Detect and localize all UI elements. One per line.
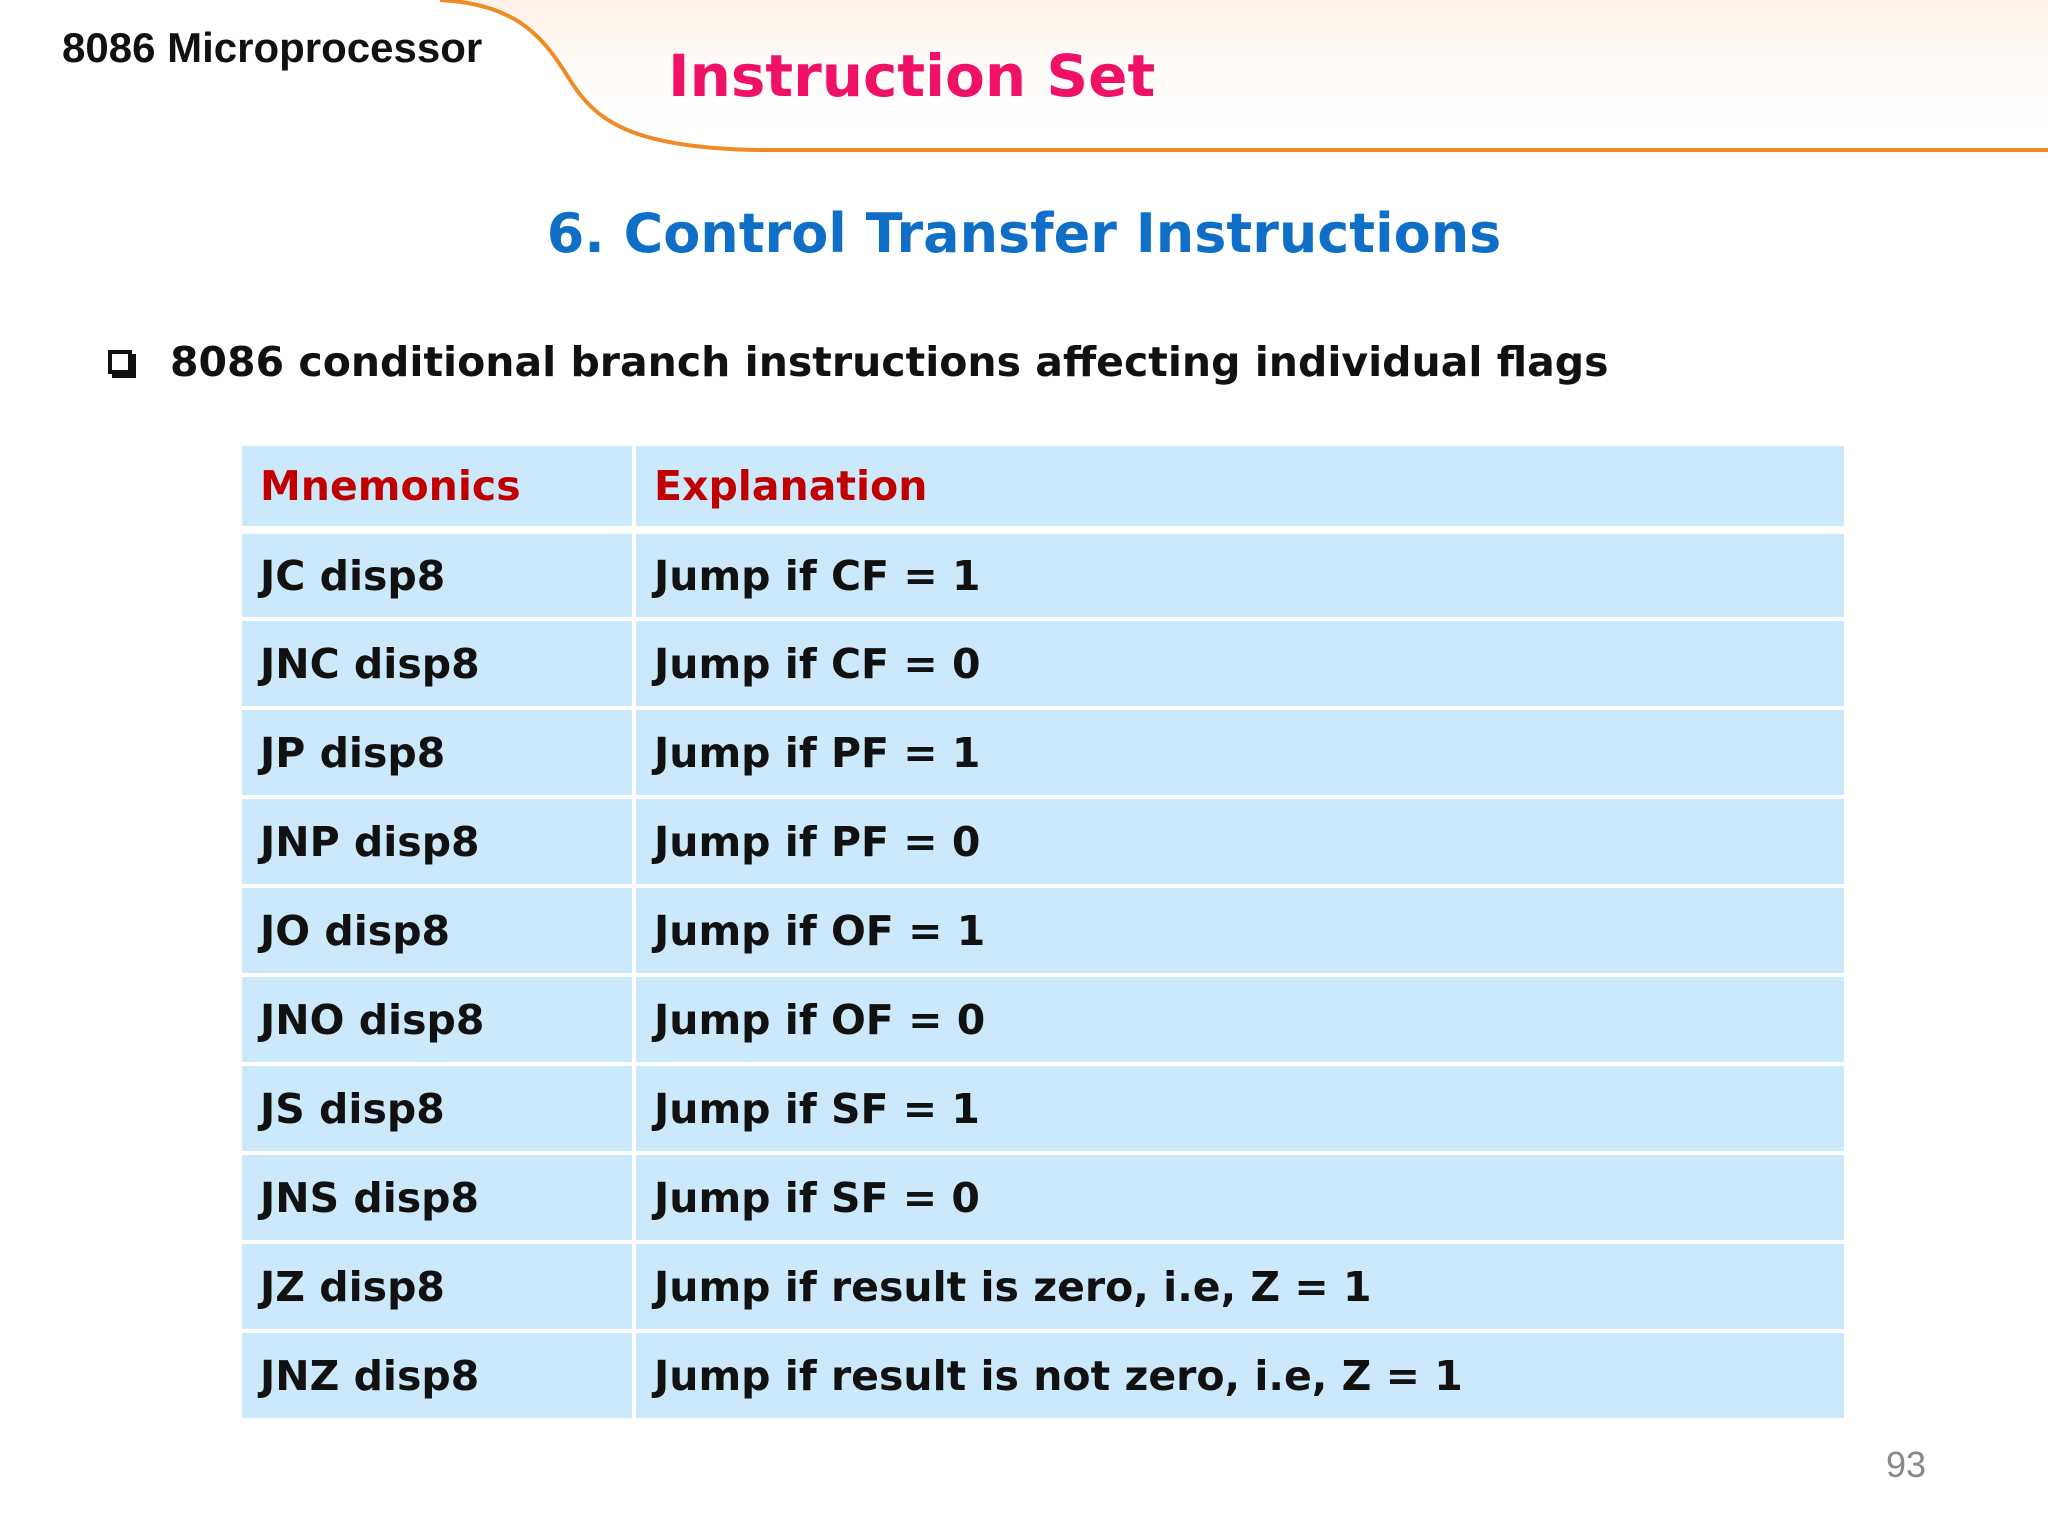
table-header-row — [240, 444, 1846, 530]
course-title: 8086 Microprocessor — [62, 24, 483, 71]
table-row — [240, 708, 1846, 797]
table-row — [240, 530, 1846, 619]
mnemonic-cell: JS disp8 — [240, 1064, 634, 1153]
explanation-cell: Jump if PF = 0 — [634, 797, 1846, 886]
table-row — [240, 1153, 1846, 1242]
mnemonic-cell: JZ disp8 — [240, 1242, 634, 1331]
explanation-cell: Jump if SF = 1 — [634, 1064, 1846, 1153]
bullet-point — [108, 334, 1609, 390]
explanation-cell: Jump if result is zero, i.e, Z = 1 — [634, 1242, 1846, 1331]
checkbox-bullet-icon — [108, 350, 132, 374]
mnemonic-cell: JNC disp8 — [240, 619, 634, 708]
explanation-cell: Jump if CF = 1 — [634, 530, 1846, 619]
mnemonic-cell: JNZ disp8 — [240, 1331, 634, 1420]
mnemonic-cell: JNS disp8 — [240, 1153, 634, 1242]
explanation-cell: Jump if PF = 1 — [634, 708, 1846, 797]
explanation-cell: Jump if OF = 1 — [634, 886, 1846, 975]
mnemonic-cell: JNP disp8 — [240, 797, 634, 886]
mnemonic-cell: JO disp8 — [240, 886, 634, 975]
table-row — [240, 886, 1846, 975]
column-header-explanation: Explanation — [634, 444, 1846, 530]
explanation-cell: Jump if SF = 0 — [634, 1153, 1846, 1242]
section-heading: 6. Control Transfer Instructions — [546, 202, 1502, 265]
table-row — [240, 975, 1846, 1064]
mnemonic-cell: JP disp8 — [240, 708, 634, 797]
mnemonic-cell: JNO disp8 — [240, 975, 634, 1064]
bullet-text: 8086 conditional branch instructions affecting individual flags — [170, 338, 1609, 386]
explanation-cell: Jump if result is not zero, i.e, Z = 1 — [634, 1331, 1846, 1420]
mnemonic-cell: JC disp8 — [240, 530, 634, 619]
table-row — [240, 1331, 1846, 1420]
column-header-mnemonics: Mnemonics — [240, 444, 634, 530]
table-row — [240, 1242, 1846, 1331]
table-row — [240, 1064, 1846, 1153]
explanation-cell: Jump if CF = 0 — [634, 619, 1846, 708]
branch-instructions-table — [238, 442, 1848, 1422]
slide-title: Instruction Set — [668, 42, 1156, 110]
page-number: 93 — [1885, 1444, 1926, 1485]
table-row — [240, 619, 1846, 708]
explanation-cell: Jump if OF = 0 — [634, 975, 1846, 1064]
table-row — [240, 797, 1846, 886]
